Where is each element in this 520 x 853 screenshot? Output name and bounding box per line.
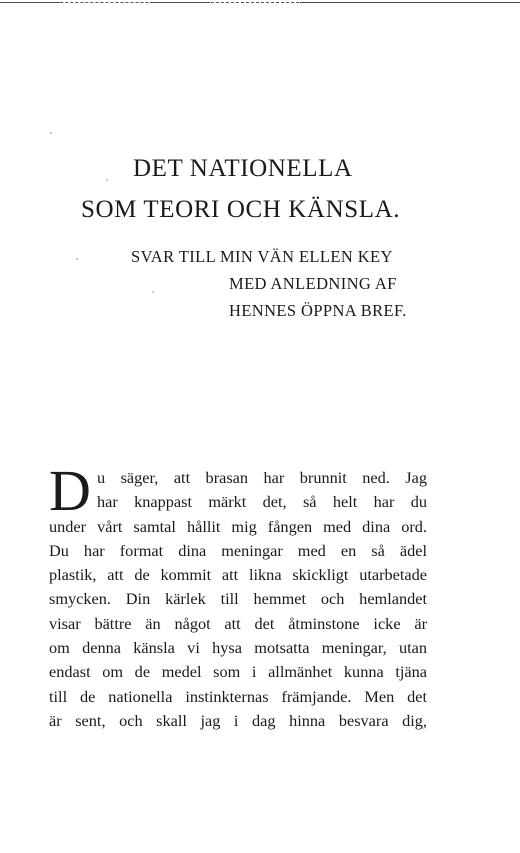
paper-speck: [106, 179, 108, 181]
body-line: smycken. Din kärlek till hemmet och hemlandet: [49, 589, 427, 609]
body-line: Du har format dina meningar med en så ädel: [49, 540, 427, 560]
body-line: under vårt samtal hållit mig fången med dina ord.: [49, 516, 427, 536]
chapter-title-line-2: SOM TEORI OCH KÄNSLA.: [81, 196, 401, 223]
chapter-subtitle-line-3: HENNES ÖPPNA BREF.: [229, 301, 407, 320]
body-line: u säger, att brasan har brunnit ned. Jag: [97, 468, 427, 487]
top-edge-rule-segment: [0, 2, 60, 3]
paper-speck: [50, 132, 52, 134]
chapter-subtitle-line-2: MED ANLEDNING AF: [229, 274, 397, 293]
body-line: till de nationella instinkternas främjande. Men det: [49, 686, 427, 706]
body-line: plastik, att de kommit att likna skickligt utarbetade: [49, 565, 427, 585]
body-paragraph: [49, 466, 427, 733]
body-line: har knappast märkt det, så helt har du: [97, 492, 427, 512]
drop-cap-initial: D: [49, 458, 91, 523]
top-edge-rule-segment: [300, 2, 520, 3]
paper-speck: [76, 258, 78, 260]
body-line: endast om de medel som i allmänhet kunna tjäna: [49, 662, 427, 682]
chapter-title-line-1: DET NATIONELLA: [133, 155, 353, 182]
top-edge-rule-segment: [150, 2, 210, 3]
body-line: visar bättre än något att det åtminstone icke är: [49, 613, 427, 633]
body-line: är sent, och skall jag i dag hinna besvara dig,: [49, 710, 427, 730]
body-line: om denna känsla vi hysa motsatta meningar, utan: [49, 638, 427, 658]
paper-speck: [152, 291, 154, 293]
chapter-subtitle-line-1: SVAR TILL MIN VÄN ELLEN KEY: [131, 247, 393, 266]
